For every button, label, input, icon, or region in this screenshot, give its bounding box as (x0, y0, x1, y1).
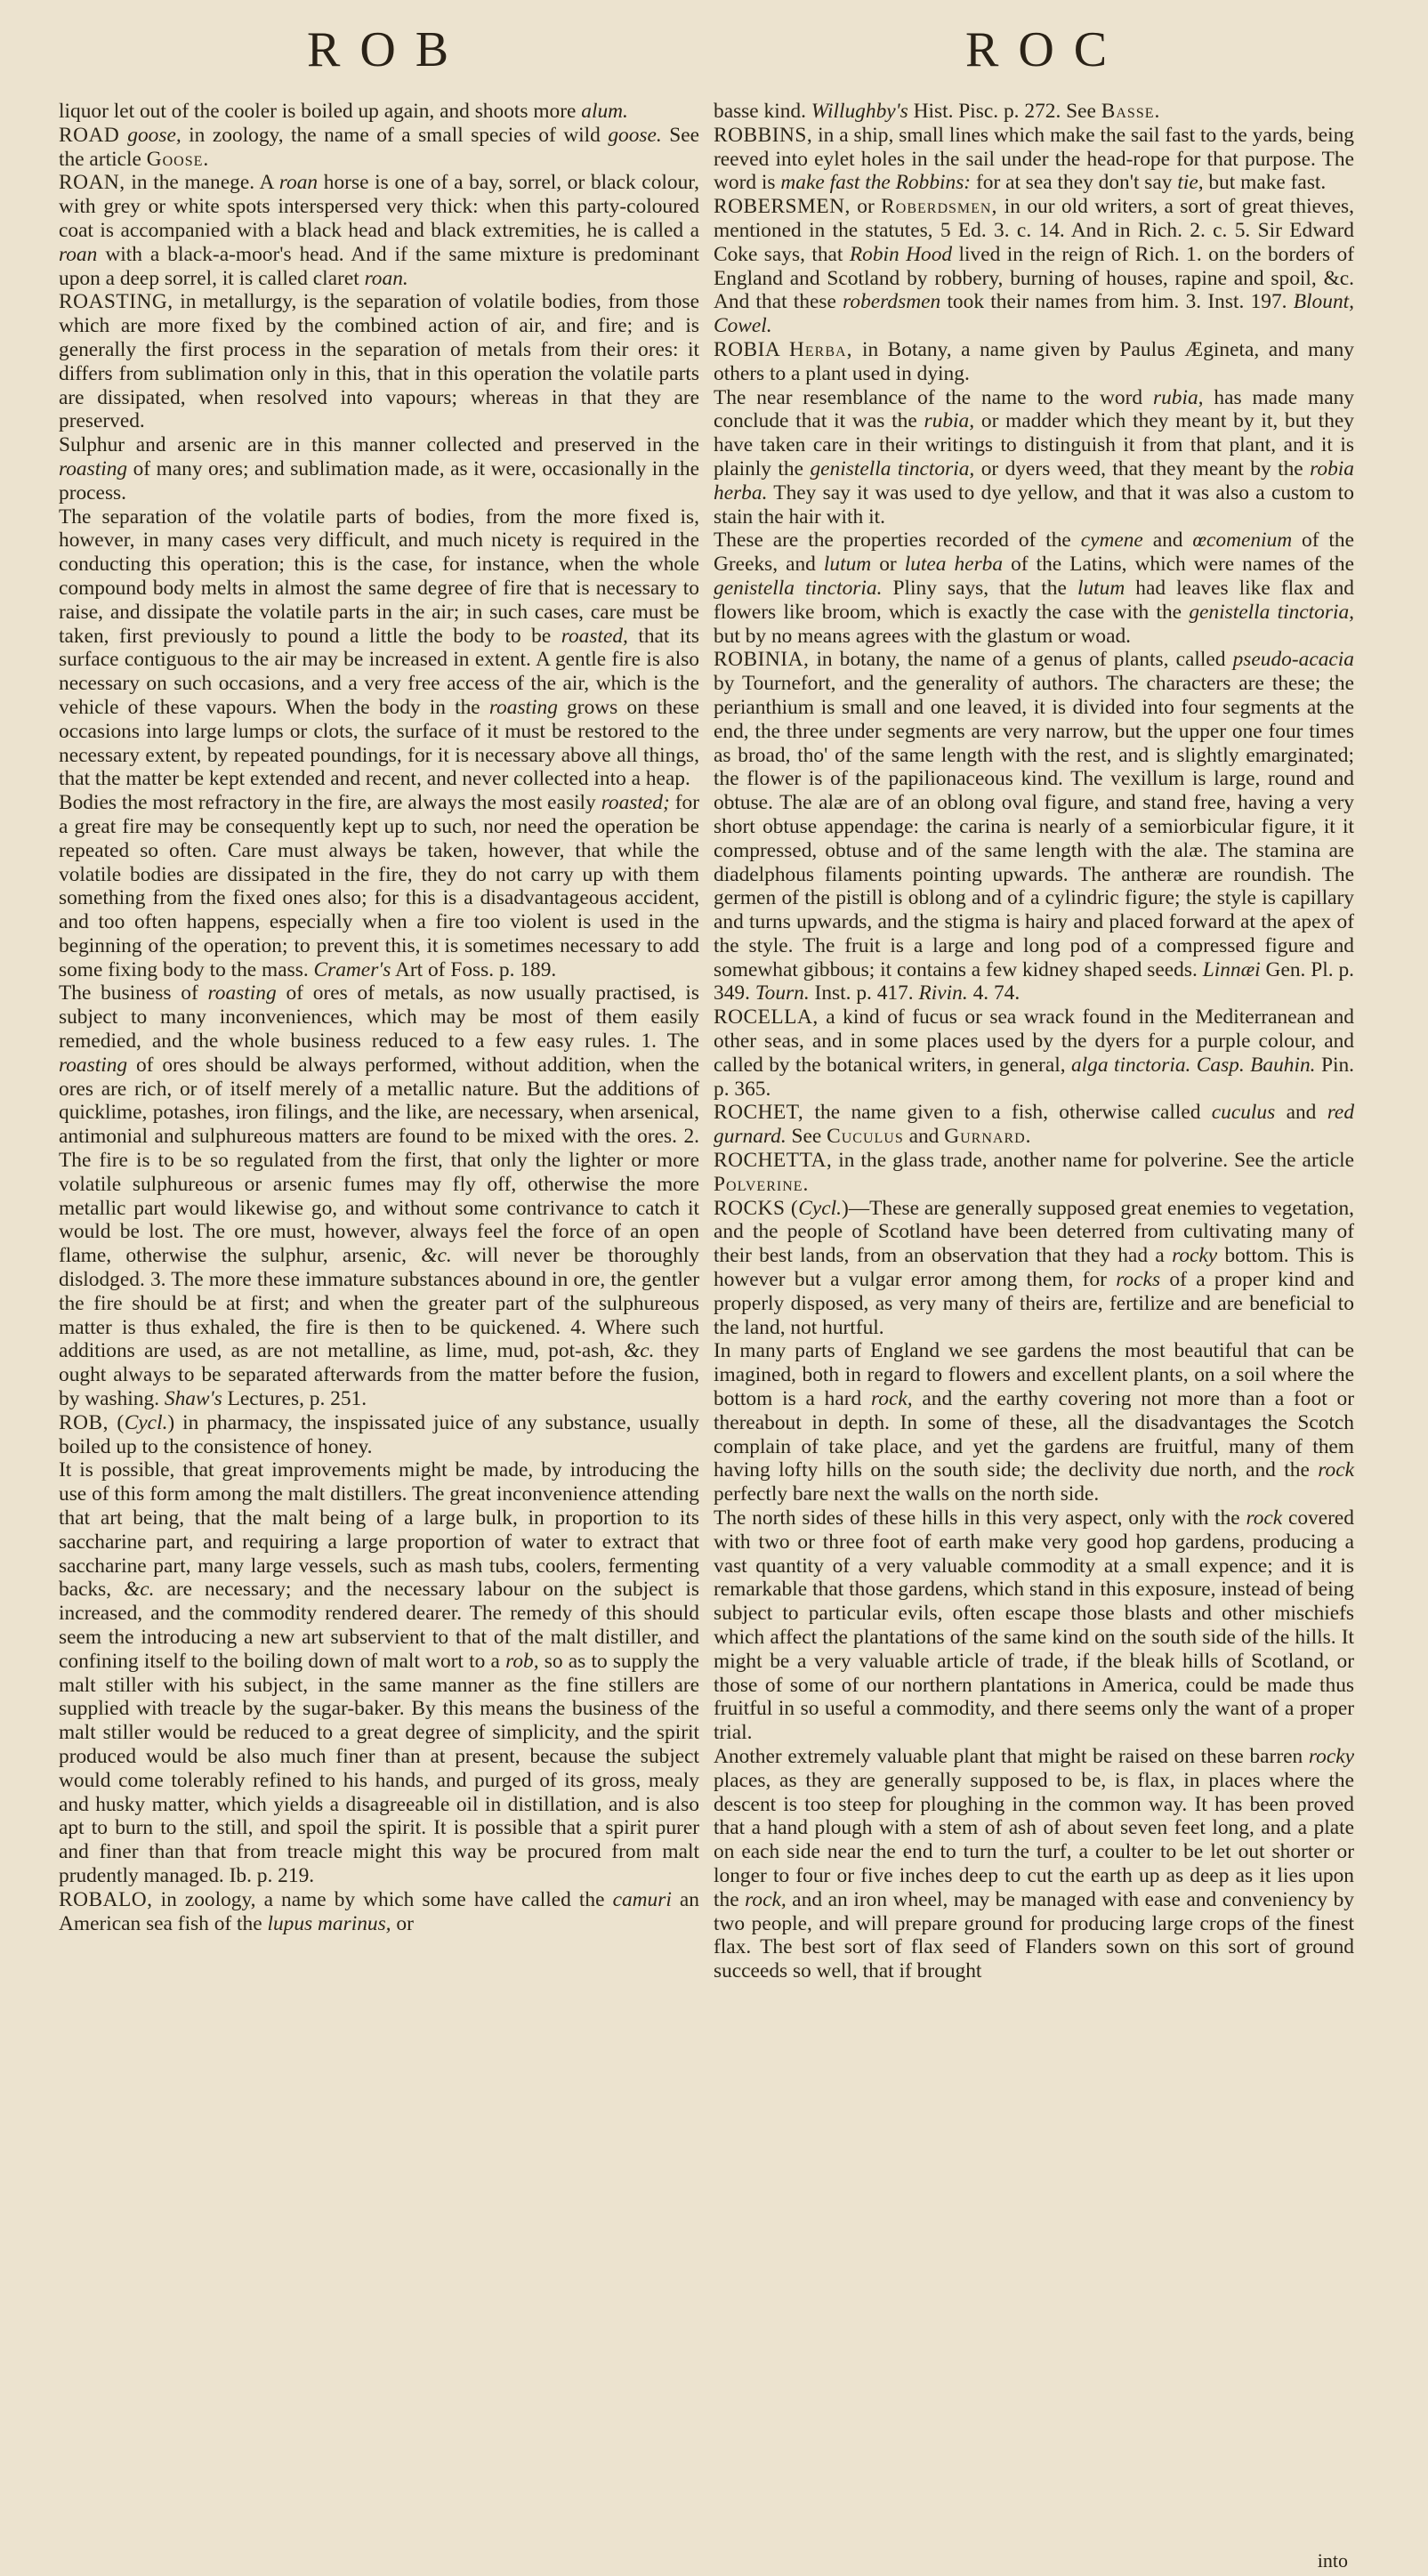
text-run: in metallurgy, is the separation of volatile bodies, from those which are more fixed by the combined action of air, and fire; and is generally the first process in the separation of metals from their ores: it differs from sublimation only in this, that in this operation the volatile parts are dissipated, when resolved into vapours; whereas in that they are preserved. (59, 290, 699, 433)
italic-text: rock, (745, 1887, 787, 1911)
text-run: and an iron wheel, may be managed with ease and conveniency by two people, and will prepare ground for producing large crops of the finest flax. The best sort of flax seed of Flanders sown on this sort of ground succeeds so well, that if brought (714, 1887, 1354, 1983)
body-paragraph (59, 791, 699, 981)
text-run: covered with two or three foot of earth make very good hop gardens, producing a vast quantity of a very valuable commodity at a small expence; and it is remarkable that those gardens, which stand in this exposure, instead of being subject to particular evils, often escape those blasts and other mischiefs which affect the plantations of the same kind on the south side of the hills. It might be a very valuable article of trade, if the bleak hills of Scotland, or those of some of our northern plantations in America, could be made thus fruitful in so useful a commodity, and there seems only the want of a proper trial. (714, 1506, 1355, 1745)
text-run: in zoology, a name by which some have called the (152, 1887, 613, 1911)
italic-text: make fast the Robbins: (780, 171, 972, 195)
text-run: an American sea fish of the (59, 1887, 699, 1935)
italic-text: roberdsmen (843, 290, 941, 314)
text-run: or madder which they meant by it, but they have taken care in their writings to distinguish it from that plant, and it is plainly the (714, 409, 1354, 480)
italic-text: &c. (624, 1339, 655, 1363)
italic-text: genistella tinctoria. (714, 576, 883, 600)
text-run: See the article (59, 123, 699, 171)
dictionary-entry (59, 124, 699, 172)
italic-text: lutea herba (904, 553, 1004, 577)
text-run: for at sea they don't say (971, 171, 1178, 195)
italic-text: rock (1318, 1458, 1354, 1482)
text-run: they ought always to be separated afterwards from the matter before the fusion, by washing. (59, 1339, 699, 1411)
italic-text: rocky (1308, 1744, 1354, 1768)
italic-text: Blount, Cowel. (714, 290, 1354, 338)
dictionary-entry (59, 1888, 699, 1936)
text-run: places, as they are generally supposed to be, is flax, in places where the descent is too steep for ploughing in the common way. It has been proved that a hand plough with a stem of ash of about seven feet long, and a plate on each side near the end to turn the turf, a coulter to be let out shorter or longer to four or five inches deep to cut the earth up as deep as it lies upon the (714, 1768, 1354, 1911)
text-run: the name given to a fish, otherwise called (803, 1101, 1212, 1125)
italic-text: alum. (581, 100, 628, 123)
italic-text: genistella tinctoria, (1189, 600, 1354, 624)
italic-text: rubia, (1153, 385, 1204, 409)
text-run: They say it was used to dye yellow, and that it was also a custom to stain the hair with it. (714, 480, 1354, 529)
italic-text: Robin Hood (849, 242, 953, 266)
italic-text: cuculus (1211, 1101, 1276, 1125)
text-run: Gen. Pl. p. 349. (714, 957, 1354, 1005)
text-run: or dyers weed, that they meant by the (974, 456, 1311, 480)
text-run: The near resemblance of the name to the word (714, 385, 1153, 409)
small-caps-text: Gurnard. (944, 1125, 1032, 1149)
headword: ROCHETTA, (714, 1149, 833, 1173)
text-run: basse kind. (714, 100, 811, 123)
text-run: Bodies the most refractory in the fire, are always the most easily (59, 791, 601, 815)
text-run: has made many conclude that it was the (714, 385, 1354, 433)
text-run: In many parts of England we see gardens the most beautiful that can be imagined, both in regard to flowers and excellent plants, on a soil where the bottom is a hard (714, 1339, 1354, 1411)
italic-text: rocky (1172, 1244, 1218, 1268)
text-run: Hist. Pisc. p. 272. See (908, 100, 1101, 123)
italic-text: œcomenium (1192, 529, 1293, 553)
small-caps-text: Herba, (789, 337, 853, 361)
text-run: horse is one of a bay, sorrel, or black colour, with grey or white spots interspersed very thick: when this party-coloured coat is accompanied with a black head and black extremities, he is called a (59, 171, 699, 242)
italic-text: roasting (59, 1053, 128, 1077)
italic-text: Linnæi (1202, 957, 1261, 981)
text-run: had leaves like flax and flowers like broom, which is exactly the case with the (714, 576, 1354, 624)
text-run: The business of (59, 981, 208, 1005)
italic-text: rob, (505, 1649, 539, 1673)
italic-text: camuri (612, 1887, 672, 1911)
text-run: of the Latins, which were names of the (1003, 553, 1354, 577)
text-run: Inst. p. 417. (809, 981, 919, 1005)
headword: ROBIA (714, 337, 790, 361)
text-run: of many ores; and sublimation made, as it were, occasionally in the process. (59, 456, 699, 505)
text-run: Pin. p. 365. (714, 1053, 1354, 1101)
text-run: by Tournefort, and the generality of authors. The characters are these; the perianthium is small and one leaved, it is divided into four segments at the end, the three under segments are very narrow, but the upper one four times as broad, tho' of the same length with the rest, and is slightly emarginated; the flower is of the papilionaceous kind. The vexillum is large, round and obtuse. The alæ are of an oblong oval figure, and stand free, having a very short obtuse appendage: the carina is nearly of a semiorbicular figure, it it compressed, obtuse and of the same length with the alæ. The stamina are diadelphous filaments pointing upwards. The antheræ are roundish. The germen of the pistill is oblong and of a cylindric figure; the style is capillary and turns upwards, and the stigma is hairy and placed forward at the apex of the style. The fruit is a large and long pod of a compressed figure and somewhat gibbous; it contains a few kidney shaped seeds. (714, 672, 1354, 981)
text-run: are necessary; and the necessary labour on the subject is increased, and the commodity rendered dearer. The remedy of this should seem the introducing a new art subservient to that of the malt distiller, and confining itself to the boiling down of malt wort to a (59, 1578, 700, 1673)
text-run: Pliny says, that the (882, 576, 1077, 600)
text-run: )—These are generally supposed great enemies to vegetation, and the people of Scotland have been deterred from cultivating many of their best lands, from an observation that they had a (714, 1196, 1354, 1268)
headword: ROCKS ( (714, 1196, 799, 1220)
italic-text: pseudo-acacia (1232, 648, 1354, 672)
text-run: or (850, 195, 882, 219)
italic-text: Tourn. (754, 981, 810, 1005)
italic-text: &c. (124, 1578, 155, 1602)
text-run: or (391, 1911, 414, 1935)
text-run: 4. 74. (967, 981, 1021, 1005)
italic-text: Shaw's (164, 1387, 222, 1411)
headword: ROBINIA, (714, 648, 810, 672)
body-paragraph (59, 1458, 699, 1887)
headword: ROBALO, (59, 1887, 153, 1911)
italic-text: &c. (421, 1244, 452, 1268)
dictionary-entry (714, 648, 1354, 1005)
text-run: in botany, the name of a genus of plants, called (809, 648, 1233, 672)
italic-text: roan (278, 171, 319, 195)
text-run: took their names from him. 3. Inst. 197. (940, 290, 1294, 314)
dictionary-entry (714, 1149, 1354, 1197)
italic-text: goose. (608, 123, 662, 147)
text-run: and (1142, 529, 1193, 553)
italic-text: alga tinctoria. (1070, 1053, 1191, 1077)
text-run: in Botany, a name given by Paulus Ægineta, and many others to a plant used in dying. (714, 337, 1354, 385)
italic-text: genistella tinctoria, (810, 456, 975, 480)
dictionary-entry (59, 171, 699, 290)
text-run: so as to supply the malt stiller with his subject, in the same manner as the fine stillers are supplied with treacle by the sugar-baker. By this means the business of the malt stiller would be reduced to a great degree of simplicity, and the spirit produced would be also much finer than at present, because the subject would come tolerably refined to his hands, and purged of its gross, mealy and husky matter, which yields a disagreeable oil in distillation, and is also apt to burn to the still, and spoil the spirit. It is possible that a spirit purer and finer than that from treacle might this way be procured from malt prudently managed. Ib. p. 219. (59, 1649, 699, 1887)
headword: ROB, ( (59, 1410, 125, 1434)
italic-text: lupus marinus, (267, 1911, 391, 1935)
text-run: grows on these occasions into large lumps or clots, the surface of it must be restored to the necessary extent, by repeated poundings, for it is necessary above all things, that the matter be kept extended and recent, and never collected into a heap. (59, 695, 700, 791)
italic-text: rocks (1116, 1268, 1161, 1292)
italic-text: tie, (1177, 171, 1204, 195)
italic-text: Rivin. (918, 981, 968, 1005)
dictionary-entry (714, 195, 1354, 338)
right-column (714, 100, 1354, 1983)
left-column (59, 100, 699, 1935)
text-run: of ores of metals, as now usually practised, is subject to many inconveniences, which may be most of them easily remedied, and the whole business reduced to a few easy rules. 1. The (59, 981, 699, 1054)
italic-text: roasting (488, 695, 558, 719)
italic-text: roasted, (561, 624, 628, 648)
text-run: a kind of fucus or sea wrack found in the Mediterranean and other seas, and in some places used by the dyers for a purple colour, and called by the botanical writers, in general, (714, 1005, 1354, 1077)
text-run: and the earthy covering not more than a foot or thereabout in depth. In some of these, all the disadvantages the Scotch complain of take place, and yet the gardens are fruitful, many of them having lofty hills on the south side; the declivity due north, and the (714, 1387, 1354, 1482)
body-paragraph (59, 433, 699, 505)
italic-text: Cycl. (124, 1410, 168, 1434)
text-run: but make fast. (1203, 171, 1327, 195)
body-paragraph (714, 1339, 1354, 1506)
dictionary-entry (714, 338, 1354, 386)
italic-text: roasted; (601, 791, 670, 815)
headword: ROBERSMEN, (714, 195, 851, 219)
text-run: in a ship, small lines which make the sail fast to the yards, being reeved into eylet holes in the sail under the head-rope for that purpose. The word is (714, 123, 1354, 195)
small-caps-text: Polverine. (714, 1172, 810, 1196)
text-run: These are the properties recorded of the (714, 529, 1081, 553)
text-run: in the manege. A (125, 171, 279, 195)
italic-text: cymene (1080, 529, 1143, 553)
small-caps-text: Basse. (1101, 100, 1161, 123)
italic-text: Casp. Bauhin. (1196, 1053, 1316, 1077)
text-run: in zoology, the name of a small species of wild (181, 123, 609, 147)
body-paragraph (59, 981, 699, 1410)
small-caps-text: Goose. (146, 147, 210, 171)
italic-text: red gurnard. (714, 1101, 1355, 1149)
italic-text: Cramer's (313, 957, 391, 981)
headword: ROBBINS, (714, 123, 813, 147)
running-head-left: ROB (307, 22, 469, 77)
body-paragraph (59, 505, 699, 792)
dictionary-entry (59, 1411, 699, 1459)
small-caps-text: Roberdsmen, (881, 195, 998, 219)
text-run: and (903, 1125, 945, 1149)
body-paragraph (714, 529, 1354, 648)
body-paragraph (714, 1745, 1354, 1983)
italic-text: roasting (207, 981, 277, 1005)
italic-text: lutum (823, 553, 872, 577)
text-run: with a black-a-moor's head. And if the same mixture is predominant upon a deep sorrel, it is called claret (59, 242, 699, 290)
body-paragraph (714, 386, 1354, 529)
italic-text: lutum (1077, 576, 1125, 600)
text-run: in our old writers, a sort of great thieves, mentioned in the statutes, 5 Ed. 3. c. 14. And in Rich. 2. c. 5. Sir Edward Coke says, that (714, 195, 1354, 266)
text-run: perfectly bare next the walls on the north side. (714, 1482, 1100, 1506)
italic-text: Cycl. (798, 1196, 842, 1220)
text-run: Lectures, p. 251. (222, 1387, 367, 1411)
dictionary-entry (714, 1197, 1354, 1340)
text-run: but by no means agrees with the glastum or woad. (714, 624, 1132, 648)
italic-text: rubia, (924, 409, 975, 433)
dictionary-entry (59, 290, 699, 433)
text-run: in the glass trade, another name for polverine. See the article (832, 1149, 1354, 1173)
text-run: The separation of the volatile parts of bodies, from the more fixed is, however, in many cases very difficult, and much nicety is required in the conducting this operation; this is the case, for instance, when the whole compound body melts in almost the same degree of fire that is necessary to raise, and dissipate the volatile parts in the air; in such cases, care must be taken, first previously to pound a little the body to be (59, 505, 699, 648)
italic-text: roan. (364, 266, 408, 290)
text-run: Art of Foss. p. 189. (391, 957, 557, 981)
text-run: for a great fire may be consequently kept up to such, nor need the operation be repeated so often. Care must always be taken, however, that while the volatile bodies are dissipated in the fire, they do not carry up with them something from the fixed ones also; for this is a disadvantageous accident, and too often happens, especially when a fire too violent is used in the beginning of the operation; to prevent this, it is sometimes necessary to add some fixing body to the mass. (59, 791, 699, 981)
catchword: into (1317, 2549, 1348, 2572)
text-run: bottom. This is however but a vulgar error among them, for (714, 1244, 1355, 1292)
text-run: It is possible, that great improvements might be made, by introducing the use of this form among the malt distillers. The great inconvenience attending that art being, that the malt being of a large bulk, in proportion to its saccharine part, and requiring a large proportion of water to extract that saccharine part, many large vessels, such as mash tubs, coolers, fermenting backs, (59, 1458, 699, 1602)
italic-text: rock, (871, 1387, 913, 1411)
text-run: of the Greeks, and (714, 529, 1355, 577)
text-run: will never be thoroughly dislodged. 3. The more these immature substances abound in ore, the gentler the fire should be at first; and when the greater part of the sulphureous matter is thus exhaled, the fire is then to be quickened. 4. Where such additions are used, as are not metalline, as lime, mud, pot-ash, (59, 1244, 699, 1363)
body-paragraph (59, 100, 699, 124)
text-run: or (871, 553, 905, 577)
italic-text: rock (1246, 1506, 1283, 1530)
text-run: lived in the reign of Rich. 1. on the borders of England and Scotland by robbery, burning of houses, rapine and spoil, &c. And that these (714, 242, 1355, 314)
body-paragraph (714, 100, 1354, 124)
dictionary-entry (714, 124, 1354, 195)
text-run: and (1275, 1101, 1327, 1125)
headword: ROAN, (59, 171, 125, 195)
italic-text: robia herba. (714, 456, 1354, 505)
text-run: Sulphur and arsenic are in this manner collected and preserved in the (59, 433, 699, 457)
text-run: See (786, 1125, 827, 1149)
text-run: Another extremely valuable plant that might be raised on these barren (714, 1744, 1309, 1768)
headword: ROCELLA, (714, 1005, 819, 1030)
text-run: liquor let out of the cooler is boiled up again, and shoots more (59, 100, 582, 123)
headword: ROCHET, (714, 1101, 804, 1125)
dictionary-entry (714, 1101, 1354, 1149)
italic-text: roasting (59, 456, 128, 480)
italic-text: Willughby's (811, 100, 908, 123)
text-run: The north sides of these hills in this very aspect, only with the (714, 1506, 1246, 1530)
text-run: ) in pharmacy, the inspissated juice of any substance, usually boiled up to the consistence of honey. (59, 1410, 699, 1458)
running-head-right: ROC (965, 22, 1127, 77)
dictionary-entry (714, 1005, 1354, 1101)
italic-text: roan (59, 242, 98, 266)
text-run: that its surface contiguous to the air may be increased in extent. A gentle fire is also necessary on such occasions, and a very free access of the air, which is the vehicle of these vapours. When the body in the (59, 624, 699, 719)
headword: ROASTING, (59, 290, 173, 314)
body-paragraph (714, 1506, 1354, 1745)
text-run: of ores should be always performed, without addition, when the ores are rich, or of itself merely of a metallic nature. But the additions of quicklime, potashes, iron filings, and the like, are necessary, when arsenical, antimonial and sulphureous matters are found to be mixed with the ores. 2. The fire is to be so regulated from the first, that only the lighter or more volatile sulphureous or arsenic fumes may fly off, otherwise the more metallic part would likewise go, and without some contrivance to catch it would be lost. The ore must, however, always feel the force of an open flame, otherwise the sulphur, arsenic, (59, 1053, 699, 1268)
small-caps-text: Cuculus (827, 1125, 904, 1149)
text-run: of a proper kind and properly disposed, as very many of theirs are, fertilize and are beneficial to the land, not hurtful. (714, 1268, 1354, 1339)
headword: ROAD (59, 123, 128, 147)
italic-text: goose, (127, 123, 182, 147)
